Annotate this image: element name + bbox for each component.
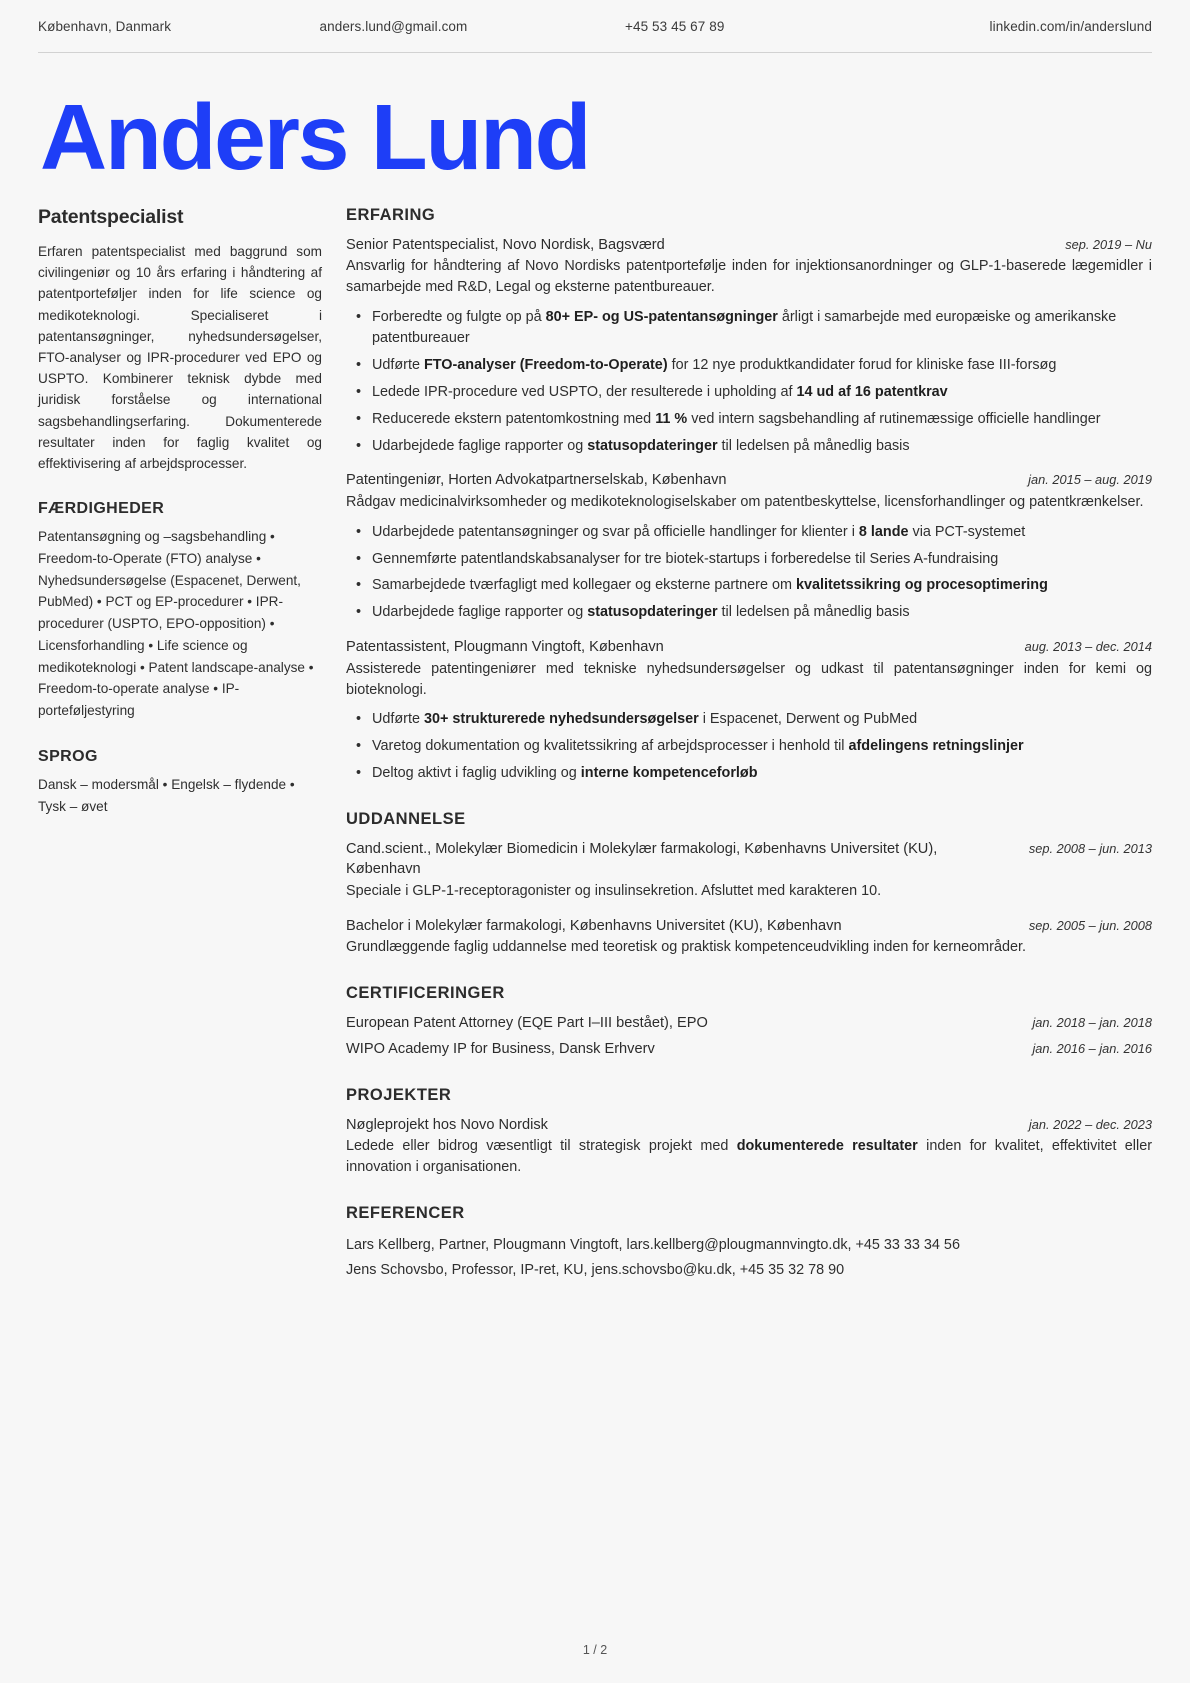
entry-bullet: • Samarbejdede tværfagligt med kollegaer og eksterne partnere om kvalitetssikring og procesoptimering [372, 575, 1152, 596]
languages-body: Dansk – modersmål • Engelsk – flydende • Tysk – øvet [38, 776, 295, 814]
entry-item [346, 235, 1152, 456]
references-list [346, 1233, 1152, 1283]
entry-bullet: • Udarbejdede faglige rapporter og statusopdateringer til ledelsen på månedlig basis [372, 602, 1152, 623]
entry-date: jan. 2018 – jan. 2018 [1032, 1015, 1152, 1031]
projects-list [346, 1115, 1152, 1178]
entry-bullet: • Udførte 30+ strukturerede nyhedsundersøgelser i Espacenet, Derwent og PubMed [372, 709, 1152, 730]
entry-item [346, 470, 1152, 623]
entry-title: Bachelor i Molekylær farmakologi, Københavns Universitet (KU), København [346, 917, 842, 934]
entry-title: Senior Patentspecialist, Novo Nordisk, Bagsværd [346, 237, 665, 253]
contact-phone: +45 53 45 67 89 [625, 18, 725, 34]
page-title: Anders Lund [40, 85, 590, 189]
entry-item [346, 839, 1152, 902]
education-list [346, 839, 1152, 958]
projects-heading: PROJEKTER [346, 1085, 452, 1104]
entry-description: Grundlæggende faglig uddannelse med teoretisk og praktisk kompetenceudvikling inden for kerneområder. [346, 939, 1026, 956]
experience-list [346, 235, 1152, 784]
entry-date: jan. 2016 – jan. 2016 [1032, 1041, 1152, 1057]
entry-item [346, 637, 1152, 784]
entry-bullet: • Reducerede ekstern patentomkostning med 11 % ved intern sagsbehandling af rutinemæssige officielle handlinger [372, 409, 1152, 430]
entry-item [346, 1013, 1152, 1033]
contact-linkedin[interactable]: linkedin.com/in/anderslund [989, 18, 1152, 34]
entry-bullet: • Forberedte og fulgte op på 80+ EP- og US-patentansøgninger årligt i samarbejde med europæiske og amerikanske patentbureauer [372, 307, 1152, 349]
entry-header [346, 1013, 1152, 1033]
references-heading: REFERENCER [346, 1204, 465, 1223]
page-number: 1 / 2 [582, 1643, 608, 1657]
entry-description: Ledede eller bidrog væsentligt til strategisk projekt med dokumenterede resultater inden for kvalitet, effektivitet eller innovation i organisationen. [346, 1138, 1152, 1176]
skills-body: Patentansøgning og –sagsbehandling • Freedom-to-Operate (FTO) analyse • Nyhedsundersøgelse (Espacenet, Derwent, PubMed) • PCT og EP-procedurer • IPR-procedurer (USPTO, EPO-opposition) • Licensforhandling • Life science og medikoteknologi • Patent landscape-analyse • Freedom-to-operate analyse • IP-porteføljestyring [38, 529, 314, 719]
entry-bullet: • Udarbejdede patentansøgninger og svar på officielle handlinger for klienter i 8 lande via PCT-systemet [372, 522, 1152, 543]
content-columns [38, 206, 1152, 1283]
sidebar [38, 206, 338, 1283]
entry-header [346, 916, 1152, 936]
entry-item [346, 1115, 1152, 1178]
entry-bullet: • Udførte FTO-analyser (Freedom-to-Operate) for 12 nye produktkandidater forud for kliniske fase III-forsøg [372, 355, 1152, 376]
contact-bar [38, 0, 1152, 53]
entry-date: jan. 2015 – aug. 2019 [1028, 472, 1152, 488]
entry-date: sep. 2008 – jun. 2013 [1028, 841, 1152, 857]
experience-heading: ERFARING [346, 206, 436, 224]
education-heading: UDDANNELSE [346, 810, 466, 829]
reference-line: Lars Kellberg, Partner, Plougmann Vingtoft, lars.kellberg@plougmannvingto.dk, +45 33 33 34 56 [346, 1237, 960, 1254]
entry-bullet-list [346, 307, 1152, 456]
role-title: Patentspecialist [38, 206, 184, 228]
entry-bullet: • Ledede IPR-procedure ved USPTO, der resulterede i upholding af 14 ud af 16 patentkrav [372, 382, 1152, 403]
entry-header [346, 1039, 1152, 1059]
entry-date: sep. 2019 – Nu [1065, 237, 1152, 252]
entry-title: Patentassistent, Plougmann Vingtoft, København [346, 639, 664, 656]
entry-title: European Patent Attorney (EQE Part I–III bestået), EPO [346, 1015, 708, 1032]
entry-title: WIPO Academy IP for Business, Dansk Erhverv [346, 1041, 655, 1058]
entry-description: Speciale i GLP-1-receptoragonister og insulinsekretion. Afsluttet med karakteren 10. [346, 882, 882, 899]
entry-description: Assisterede patentingeniører med tekniske nyhedsundersøgelser og udkast til patentansøgninger inden for kemi og bioteknologi. [346, 660, 1152, 698]
contact-location: København, Danmark [38, 18, 172, 34]
entry-bullet: • Udarbejdede faglige rapporter og statusopdateringer til ledelsen på månedlig basis [372, 436, 1152, 457]
entry-header [346, 637, 1152, 657]
entry-bullet-list [346, 709, 1152, 784]
entry-header [346, 470, 1152, 490]
entry-title: Cand.scient., Molekylær Biomedicin i Molekylær farmakologi, Københavns Universitet (KU), København [346, 841, 938, 878]
entry-item [346, 1039, 1152, 1059]
certifications-heading: CERTIFICERINGER [346, 984, 505, 1003]
certifications-list [346, 1013, 1152, 1060]
languages-heading: SPROG [38, 747, 98, 765]
entry-bullet: • Varetog dokumentation og kvalitetssikring af arbejdsprocesser i henhold til afdelingens retningslinjer [372, 736, 1152, 757]
entry-bullet-list [346, 522, 1152, 624]
entry-title: Nøgleprojekt hos Novo Nordisk [346, 1116, 548, 1133]
entry-bullet: • Deltog aktivt i faglig udvikling og interne kompetenceforløb [372, 763, 1152, 784]
entry-date: jan. 2022 – dec. 2023 [1028, 1116, 1152, 1132]
entry-description: Ansvarlig for håndtering af Novo Nordisks patentportefølje inden for injektionsanordninger og GLP-1-baserede lægemidler i samarbejde med R&D, Legal og eksterne patentbureauer. [346, 258, 1152, 296]
entry-header [346, 839, 1152, 880]
entry-title: Patentingeniør, Horten Advokatpartnerselskab, København [346, 472, 727, 489]
entry-date: aug. 2013 – dec. 2014 [1024, 639, 1152, 655]
entry-bullet: • Gennemførte patentlandskabsanalyser for tre biotek-startups i forberedelse til Series A-fundraising [372, 549, 1152, 570]
skills-heading: FÆRDIGHEDER [38, 500, 165, 518]
entry-item [346, 916, 1152, 958]
main-content [338, 206, 1152, 1283]
contact-email[interactable]: anders.lund@gmail.com [319, 18, 468, 34]
entry-description: Rådgav medicinalvirksomheder og medikoteknologiselskaber om patentbeskyttelse, licensforhandlinger og patentkrænkelser. [346, 493, 1144, 510]
entry-date: sep. 2005 – jun. 2008 [1028, 917, 1152, 933]
entry-header [346, 1115, 1152, 1135]
entry-header [346, 235, 1152, 255]
reference-line: Jens Schovsbo, Professor, IP-ret, KU, jens.schovsbo@ku.dk, +45 35 32 78 90 [346, 1262, 845, 1279]
profile-summary: Erfaren patentspecialist med baggrund som civilingeniør og 10 års erfaring i håndtering af patentporteføljer inden for life science og medikoteknologi. Specialiseret i patentansøgninger, nyhedsundersøgelser, FTO-analyser og IPR-procedurer ved EPO og USPTO. Kombinerer teknisk dybde med juridisk forståelse og international sagsbehandlingserfaring. Dokumenterede resultater inden for faglig kvalitet og effektivisering af arbejdsprocesser. [38, 244, 322, 472]
